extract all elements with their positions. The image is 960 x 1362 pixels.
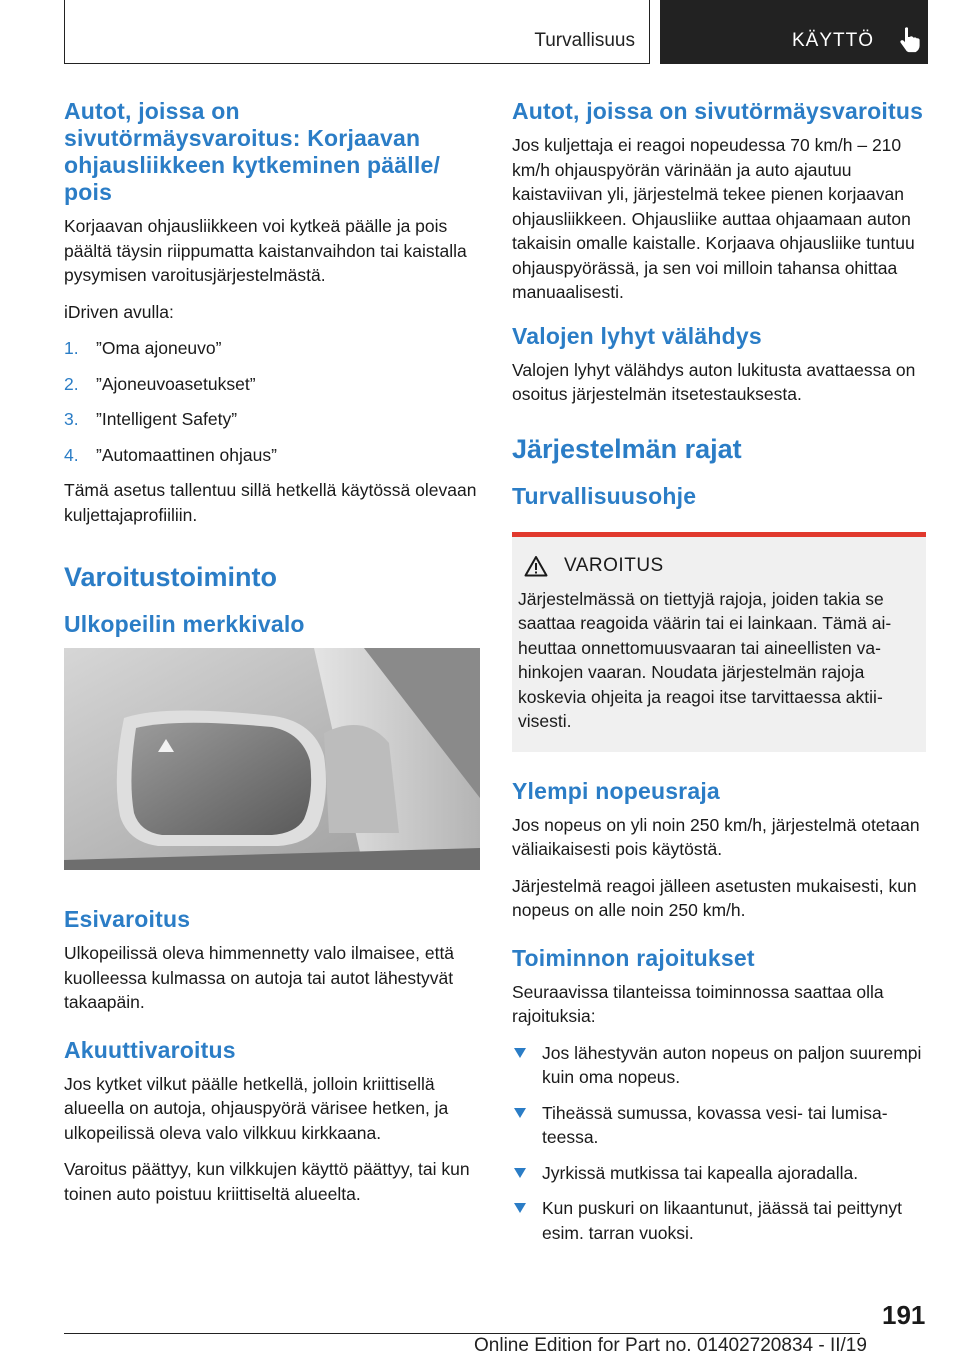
heading-side-collision: Autot, joissa on sivutörmäysvaroitus [512,98,924,124]
step-number: 2. [64,373,79,394]
paragraph: Jos kytket vilkut päälle hetkellä, jolloin kriittisellä alueella on autoja, ohjauspyörä värisee hetken, ja ulkopeilissä oleva valo vilkkuu kirkkaana. [64,1073,449,1143]
warning-header [518,555,918,577]
heading-light-flash: Valojen lyhyt välähdys [512,322,762,349]
bullet-triangle-icon [514,1108,526,1118]
heading-mirror-light: Ulkopeilin merkkivalo [64,611,305,637]
step-text: ”Oma ajoneuvo” [96,338,222,358]
header-chapter-tab[interactable] [660,0,928,64]
paragraph: Seuraavissa tilanteissa toiminnossa saattaa olla rajoituksia: [512,981,884,1026]
list-item [512,1161,926,1186]
paragraph: Korjaavan ohjausliikkeen voi kytkeä päälle ja pois päältä täysin riippumatta kaistanvaihdon tai kaistalla pysymisen varoitusjärjestelmästä. [64,216,467,285]
step-text: ”Intelligent Safety” [96,409,238,429]
step-number: 4. [64,444,79,465]
list-item [64,336,478,361]
list-item [64,407,478,432]
list-item-text: Jos lähestyvän auton nopeus on paljon suurempi kuin oma nopeus. [542,1042,922,1087]
paragraph: iDriven avulla: [64,301,174,322]
right-column [512,98,926,1256]
list-item [512,1101,926,1150]
list-item-text: Kun puskuri on likaantunut, jäässä tai peittynyt esim. tarran vuoksi. [542,1198,902,1243]
list-item [512,1041,926,1090]
section-title-system-limits: Järjestelmän rajat [512,433,742,464]
paragraph: Ulkopeilissä oleva himmennetty valo ilmaisee, että kuolleessa kulmassa on autoja tai autot lähestyvät takaapäin. [64,943,455,1012]
paragraph: Jos nopeus on yli noin 250 km/h, järjestelmä otetaan väliaikaisesti pois käytöstä. [512,814,920,859]
step-number: 3. [64,409,79,429]
page-number: 191 [882,1300,926,1330]
paragraph: Järjestelmä reagoi jälleen asetusten mukaisesti, kun nopeus on alle noin 250 km/h. [512,875,917,920]
header-section-title: Turvallisuus [534,30,635,51]
idrive-steps [64,336,478,467]
side-mirror-illustration [64,648,480,870]
warning-box [512,532,926,752]
footer-edition: Online Edition for Part no. 01402720834 - II/19 [474,1335,867,1356]
list-item [64,372,478,397]
chapter-tab-label: KÄYTTÖ [792,30,875,51]
step-number: 1. [64,338,79,358]
footer-rule [64,1333,860,1334]
list-item [64,443,478,468]
list-item-text: Jyrkissä mutkissa tai kapealla ajoradalla. [542,1162,859,1183]
step-text: ”Ajoneuvoasetukset” [96,373,256,394]
step-text: ”Automaattinen ohjaus” [96,444,277,465]
left-column [64,98,478,1218]
warning-triangle-icon [524,555,548,577]
paragraph: Valojen lyhyt välähdys auton lukitusta avattaessa on osoitus järjestelmän itsetestauksesta. [512,359,916,404]
mirror-photo [64,648,480,870]
list-item [512,1196,926,1245]
bullet-triangle-icon [514,1048,526,1058]
bullet-triangle-icon [514,1168,526,1178]
limitations-list [512,1041,926,1246]
paragraph: Varoitus päättyy, kun vilkkujen käyttö päättyy, tai kun toinen auto poistuu kriittiseltä alueelta. [64,1159,470,1204]
bullet-triangle-icon [514,1203,526,1213]
heading-prewarning: Esivaroitus [64,906,191,932]
heading-upper-speed-limit: Ylempi nopeusraja [512,777,720,804]
warning-title: VAROITUS [564,554,664,576]
heading-safety-notice: Turvallisuusohje [512,482,697,509]
heading-function-limitations: Toiminnon rajoitukset [512,944,755,971]
warning-text: Järjestelmässä on tiettyjä rajoja, joiden takia se saattaa reagoida väärin tai ei lainkaan. Tämä aiheuttaa onnettomuusvaaran tai aineellisten vahinkojen vaaran. Noudata järjestelmän rajoja koskevia ohjeita ja reagoi itse tarvittaessa aktiivisesti. [518,588,892,731]
paragraph: Jos kuljettaja ei reagoi nopeudessa 70 km/h – 210 km/h ohjauspyörän värinään ja auto ajautuu kaistaviivan yli, järjestelmä tekee pienen korjaavan ohjausliikkeen. Ohjausliike auttaa ohjaamaan auton takaisin omalle kaistalle. Korjaava ohjausliike tuntuu ohjauspyörässä, ja sen voi milloin tahansa ohittaa manuaalisesti. [512,135,915,302]
heading-acute-warning: Akuuttivaroitus [64,1036,236,1063]
list-item-text: Tiheässä sumussa, kovassa vesi- tai lumisateessa. [542,1102,888,1147]
header-section-box [64,0,650,64]
section-title-warning-function: Varoitustoiminto [64,562,278,592]
paragraph: Tämä asetus tallentuu sillä hetkellä käytössä olevaan kuljettajaprofiiliin. [64,480,477,525]
heading-steering-correction: Autot, joissa on sivutörmäysvaroitus: Korjaavan ohjausliikkeen kytkeminen päälle/ pois [64,98,441,205]
pointing-hand-icon [896,26,922,54]
